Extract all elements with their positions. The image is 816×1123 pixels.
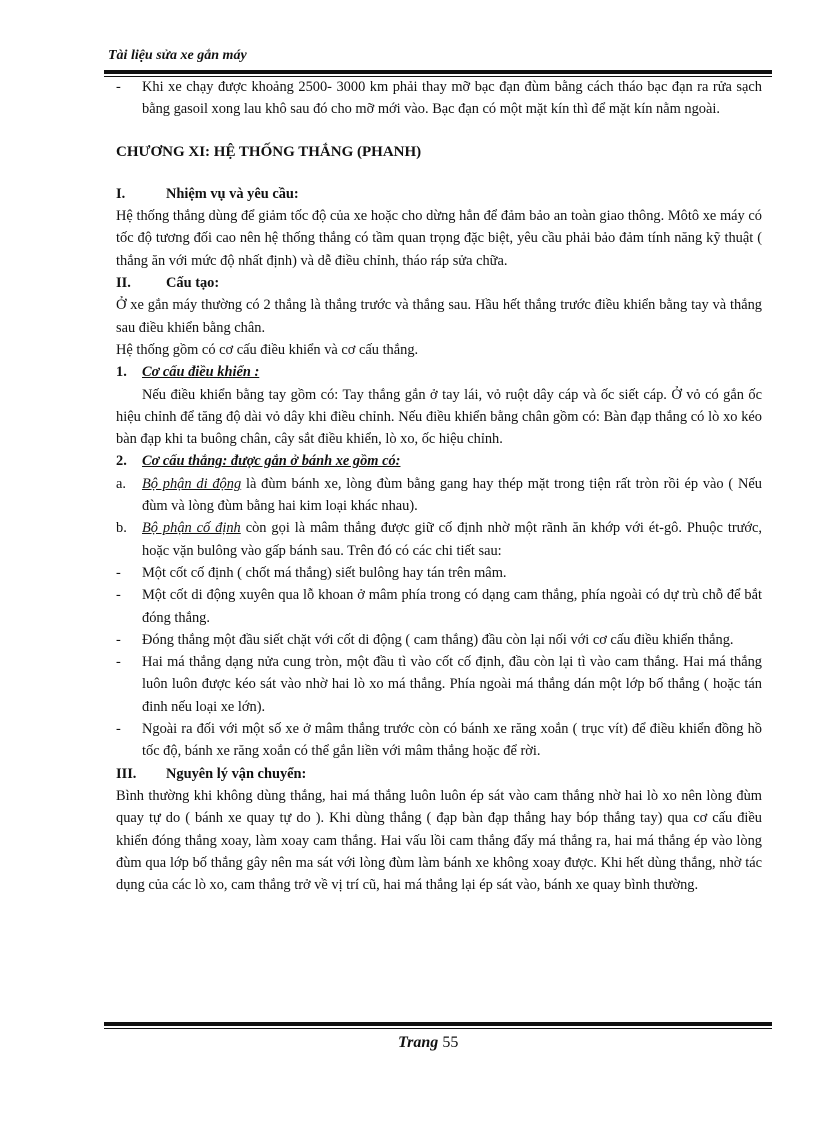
subsection-number: 1.	[116, 364, 127, 381]
subsection-1-body: Nếu điều khiển bằng tay gồm có: Tay thắng gắn ở tay lái, vỏ ruột dây cáp và ốc siết cáp. Ở vỏ có gắn ốc hiệu chỉnh để tăng độ dài vỏ dây khi điều chỉnh. Nếu điều khiển bằng chân gồm có: Bàn đạp thắng có lò xo kéo bàn đạp khi ta buông chân, cây sắt điều khiển, lò xo, ốc hiệu chỉnh.	[116, 386, 762, 448]
item-marker: b.	[116, 520, 127, 537]
dash-item	[116, 629, 762, 651]
dash-item-text: Một cốt di động xuyên qua lỗ khoan ở mâm phía trong có dạng cam thắng, phía ngoài có dự trù chỗ để bắt đóng thắng.	[142, 587, 762, 626]
bullet-dash: -	[116, 654, 121, 671]
bullet-dash: -	[116, 587, 121, 604]
subsection-title: Cơ cấu thắng: được gắn ở bánh xe gồm có:	[142, 453, 401, 470]
section-2-body-1: Ở xe gắn máy thường có 2 thắng là thắng trước và thắng sau. Hầu hết thắng trước điều khiển bằng tay và thắng sau điều khiển bằng chân.	[116, 297, 762, 336]
item-term: Bộ phận cố định	[142, 520, 241, 537]
section-number: III.	[116, 765, 137, 782]
list-item-a	[116, 473, 762, 518]
section-title: Nhiệm vụ và yêu cầu:	[166, 185, 299, 202]
footer-rule-thick	[104, 1022, 772, 1026]
item-text: còn gọi là mâm thắng được giữ cố định nhờ một rãnh ăn khớp với ét-gô. Phuộc trước, hoặc vặn bulông vào gấp bánh sau. Trên đó có các chi tiết sau:	[142, 520, 763, 559]
section-2-body-2: Hệ thống gồm có cơ cấu điều khiển và cơ cấu thắng.	[116, 341, 419, 358]
dash-item-text: Đóng thắng một đầu siết chặt với cốt di động ( cam thắng) đầu còn lại nối với cơ cấu điều khiển thắng.	[142, 631, 734, 648]
subsection-title: Cơ cấu điều khiển :	[142, 364, 260, 381]
dash-item	[116, 584, 762, 629]
item-term: Bộ phận di động	[142, 475, 242, 492]
page-number: 55	[442, 1034, 459, 1051]
bullet-dash: -	[116, 79, 121, 95]
section-title: Cấu tạo:	[166, 275, 220, 292]
dash-item	[116, 651, 762, 718]
section-title: Nguyên lý vận chuyển:	[166, 765, 307, 782]
bullet-dash: -	[116, 721, 121, 738]
dash-item-text: Hai má thắng dạng nửa cung tròn, một đầu tì vào cốt cố định, đầu còn lại tì vào cam thắng. Hai má thắng luôn luôn được kéo sát vào nhờ hai lò xo má thắng. Phía ngoài má thắng dán một lớp bố thắng ( hoặc tán đinh nếu loại xe lớn).	[142, 654, 762, 715]
dash-item	[116, 562, 762, 584]
header-rule-thick	[104, 70, 772, 74]
bullet-dash: -	[116, 631, 121, 648]
dash-item-text: Ngoài ra đối với một số xe ở mâm thắng trước còn có bánh xe răng xoắn ( trục vít) để điều khiển đồng hồ tốc độ, bánh xe răng xoắn có thể gắn liền với mâm thắng hoặc để rời.	[142, 721, 762, 760]
top-bullet-text: Khi xe chạy được khoảng 2500- 3000 km phải thay mỡ bạc đạn đùm bằng cách tháo bạc đạn ra rửa sạch bằng gasoil xong lau khô sau đó cho mỡ mới vào. Bạc đạn có một mặt kín thì để mặt kín nằm ngoài.	[142, 79, 762, 118]
page-label: Trang	[398, 1034, 439, 1051]
top-bullet	[116, 76, 762, 121]
subsection-number: 2.	[116, 453, 127, 470]
page-footer	[398, 1034, 458, 1052]
item-marker: a.	[116, 475, 126, 492]
running-header: Tài liệu sửa xe gắn máy	[108, 48, 247, 63]
bullet-dash: -	[116, 564, 121, 581]
subsection-heading-2	[116, 450, 762, 472]
dash-item-text: Một cốt cố định ( chốt má thắng) siết bulông hay tán trên mâm.	[142, 564, 507, 581]
section-1-body: Hệ thống thắng dùng để giảm tốc độ của xe hoặc cho dừng hẳn để đảm bảo an toàn giao thông. Môtô xe máy có tốc độ tương đối cao nên hệ thống thắng có tầm quan trọng đặc biệt, yêu cầu phải bảo đảm tính năng kỹ thuật ( thắng ăn với mức độ nhất định) và dễ điều chỉnh, tháo ráp sửa chữa.	[116, 208, 762, 269]
section-heading-3	[116, 763, 762, 785]
section-heading-2	[116, 272, 762, 294]
dash-item	[116, 718, 762, 763]
footer-rule-thin	[104, 1028, 772, 1029]
chapter-title: CHƯƠNG XI: HỆ THỐNG THẮNG (PHANH)	[116, 143, 422, 160]
list-item-b	[116, 517, 762, 562]
page-content	[116, 76, 762, 896]
section-number: I.	[116, 185, 126, 202]
section-heading-1	[116, 183, 762, 205]
section-3-body: Bình thường khi không dùng thắng, hai má thắng luôn luôn ép sát vào cam thắng nhờ hai lò xo nên lòng đùm quay tự do ( bánh xe quay tự do ). Khi dùng thắng ( đạp bàn đạp thắng hay bóp thắng tay) qua cơ cấu điều khiển đóng thắng xoay, làm xoay cam thắng. Hai vấu lồi cam thắng đẩy má thắng ra, hai má thắng ép vào lòng đùm qua lớp bố thắng gây nên ma sát với lòng đùm làm bánh xe không xoay được. Khi hết dùng thắng, nhờ tác dụng của các lò xo, cam thắng trở về vị trí cũ, hai má thắng lại ép sát vào, bánh xe quay bình thường.	[116, 787, 762, 894]
subsection-heading-1	[116, 361, 762, 383]
section-number: II.	[116, 275, 131, 292]
item-text: là đùm bánh xe, lòng đùm bằng gang hay thép mặt trong tiện rất tròn rồi ép vào ( Nếu đùm và lòng đùm bằng hai kim loại khác nhau).	[142, 475, 762, 515]
